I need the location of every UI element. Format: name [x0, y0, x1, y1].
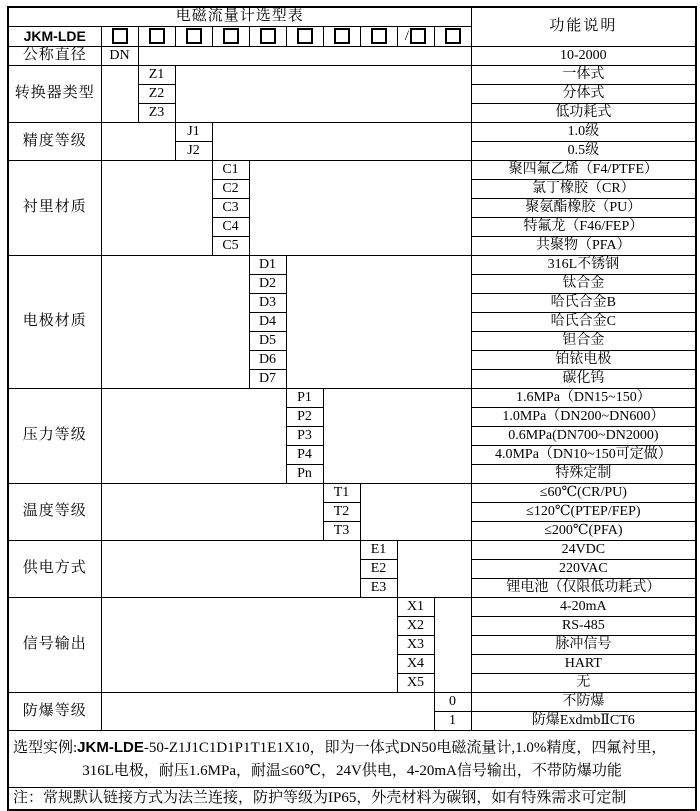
option-code: D5: [249, 331, 286, 350]
option-code: Z1: [138, 65, 175, 84]
option-code: E3: [360, 578, 397, 597]
option-description: 聚氨酯橡胶（PU）: [471, 198, 696, 217]
option-description: 锂电池（仅限低功耗式）: [471, 578, 696, 597]
option-description: 铂铱电极: [471, 350, 696, 369]
option-code: D7: [249, 369, 286, 388]
option-code: D1: [249, 255, 286, 274]
option-code: C3: [212, 198, 249, 217]
option-description-dn: 10-2000: [471, 46, 696, 65]
option-code: D2: [249, 274, 286, 293]
model-code-cell: [434, 26, 471, 46]
note-text: 注：常规默认链接方式为法兰连接，防护等级为IP65，外壳材料为碳钢，如有特殊需求可定制: [8, 787, 696, 810]
model-code-checkbox[interactable]: [149, 28, 165, 44]
option-description: 钛合金: [471, 274, 696, 293]
section-label: 衬里材质: [8, 160, 101, 255]
spacer-cell: [101, 388, 286, 483]
option-code-dn: DN: [101, 46, 138, 65]
option-code: P1: [286, 388, 323, 407]
option-code: X1: [397, 597, 434, 616]
option-description: 1.0级: [471, 122, 696, 141]
option-code: C4: [212, 217, 249, 236]
option-code: J1: [175, 122, 212, 141]
model-code-cell: [397, 26, 434, 46]
option-description: 碳化钨: [471, 369, 696, 388]
spacer-cell: [138, 46, 471, 65]
spacer-cell: [101, 122, 175, 160]
spacer-cell: [212, 122, 471, 160]
option-description: 低功耗式: [471, 103, 696, 122]
example-intro: 选型实例:: [13, 740, 78, 757]
option-description: 1.0MPa（DN200~DN600）: [471, 407, 696, 426]
model-code-cell: [138, 26, 175, 46]
option-code: E2: [360, 559, 397, 578]
option-description: 哈氏合金B: [471, 293, 696, 312]
option-code: C2: [212, 179, 249, 198]
model-code-cell: [212, 26, 249, 46]
selection-table: [7, 6, 697, 811]
option-code: X4: [397, 654, 434, 673]
table-title: 电磁流量计选型表: [8, 7, 471, 26]
option-description: 4-20mA: [471, 597, 696, 616]
option-description: 0.5级: [471, 141, 696, 160]
spacer-cell: [323, 388, 471, 483]
option-description: 防爆ExdmbⅡCT6: [471, 711, 696, 730]
option-description: ≤200℃(PFA): [471, 521, 696, 540]
section-label: 电极材质: [8, 255, 101, 388]
option-description: 316L不锈钢: [471, 255, 696, 274]
option-code: 1: [434, 711, 471, 730]
option-code: P3: [286, 426, 323, 445]
option-description: HART: [471, 654, 696, 673]
spacer-cell: [101, 597, 397, 692]
option-description: 24VDC: [471, 540, 696, 559]
example-model: JKM-LDE: [77, 739, 144, 757]
option-description: 不防爆: [471, 692, 696, 711]
selection-example-line2: 316L电极，耐压1.6MPa，耐温≤60℃，24V供电，4-20mA信号输出，不带防爆功能: [82, 763, 622, 780]
option-description: 1.6MPa（DN15~150）: [471, 388, 696, 407]
option-description: 聚四氟乙烯（F4/PTFE）: [471, 160, 696, 179]
option-code: J2: [175, 141, 212, 160]
spacer-cell: [397, 540, 471, 597]
selection-table-wrapper: [7, 6, 697, 811]
spacer-cell: [434, 597, 471, 692]
selection-example-line1: [13, 736, 691, 760]
option-code: X2: [397, 616, 434, 635]
model-code-checkbox[interactable]: [186, 28, 202, 44]
slash-separator: /: [404, 27, 410, 44]
spacer-cell: [101, 255, 249, 388]
section-label-diameter: 公称直径: [8, 46, 101, 65]
option-code: X3: [397, 635, 434, 654]
option-description: 分体式: [471, 84, 696, 103]
model-code-checkbox[interactable]: [445, 28, 461, 44]
spacer-cell: [101, 160, 212, 255]
section-label: 供电方式: [8, 540, 101, 597]
option-code: C1: [212, 160, 249, 179]
section-label: 信号输出: [8, 597, 101, 692]
function-column-header: 功能说明: [471, 7, 696, 46]
option-code: T2: [323, 502, 360, 521]
option-code: P4: [286, 445, 323, 464]
option-code: T1: [323, 483, 360, 502]
option-code: P2: [286, 407, 323, 426]
model-code-cell: [323, 26, 360, 46]
spacer-cell: [175, 65, 471, 122]
option-description: 钽合金: [471, 331, 696, 350]
section-label: 精度等级: [8, 122, 101, 160]
option-description: 哈氏合金C: [471, 312, 696, 331]
spacer-cell: [101, 483, 323, 540]
spacer-cell: [286, 255, 471, 388]
option-code: C5: [212, 236, 249, 255]
spacer-cell: [101, 692, 434, 730]
option-code: E1: [360, 540, 397, 559]
spacer-cell: [101, 540, 360, 597]
section-label: 防爆等级: [8, 692, 101, 730]
model-code-checkbox[interactable]: [410, 28, 426, 44]
model-code-checkbox[interactable]: [297, 28, 313, 44]
option-description: 脉冲信号: [471, 635, 696, 654]
spacer-cell: [101, 65, 138, 122]
model-code-cell: [360, 26, 397, 46]
model-code-checkbox[interactable]: [112, 28, 128, 44]
section-label: 温度等级: [8, 483, 101, 540]
option-description: ≤120℃(PTEP/FEP): [471, 502, 696, 521]
option-description: ≤60℃(CR/PU): [471, 483, 696, 502]
option-description: 氯丁橡胶（CR）: [471, 179, 696, 198]
option-code: D6: [249, 350, 286, 369]
model-prefix: JKM-LDE: [8, 26, 101, 46]
model-code-checkbox[interactable]: [371, 28, 387, 44]
option-code: Pn: [286, 464, 323, 483]
option-description: 共聚物（PFA）: [471, 236, 696, 255]
option-code: Z2: [138, 84, 175, 103]
option-description: 4.0MPa（DN10~150可定做）: [471, 445, 696, 464]
spacer-cell: [249, 160, 471, 255]
option-code: 0: [434, 692, 471, 711]
model-code-checkbox[interactable]: [334, 28, 350, 44]
option-code: X5: [397, 673, 434, 692]
model-code-cell: [175, 26, 212, 46]
option-description: 一体式: [471, 65, 696, 84]
option-description: 无: [471, 673, 696, 692]
option-code: D3: [249, 293, 286, 312]
option-description: 特殊定制: [471, 464, 696, 483]
section-label: 转换器类型: [8, 65, 101, 122]
model-code-cell: [249, 26, 286, 46]
option-description: 0.6MPa(DN700~DN2000): [471, 426, 696, 445]
option-description: 特氟龙（F46/FEP）: [471, 217, 696, 236]
spacer-cell: [360, 483, 471, 540]
model-code-cell: [101, 26, 138, 46]
section-label: 压力等级: [8, 388, 101, 483]
option-description: RS-485: [471, 616, 696, 635]
example-text: -50-Z1J1C1D1P1T1E1X10，即为一体式DN50电磁流量计,1.0%精度，四氟衬里，: [143, 740, 667, 757]
option-code: T3: [323, 521, 360, 540]
selection-example: [8, 730, 696, 787]
model-code-cell: [286, 26, 323, 46]
option-description: 220VAC: [471, 559, 696, 578]
model-code-checkbox[interactable]: [223, 28, 239, 44]
option-code: Z3: [138, 103, 175, 122]
option-code: D4: [249, 312, 286, 331]
model-code-checkbox[interactable]: [260, 28, 276, 44]
